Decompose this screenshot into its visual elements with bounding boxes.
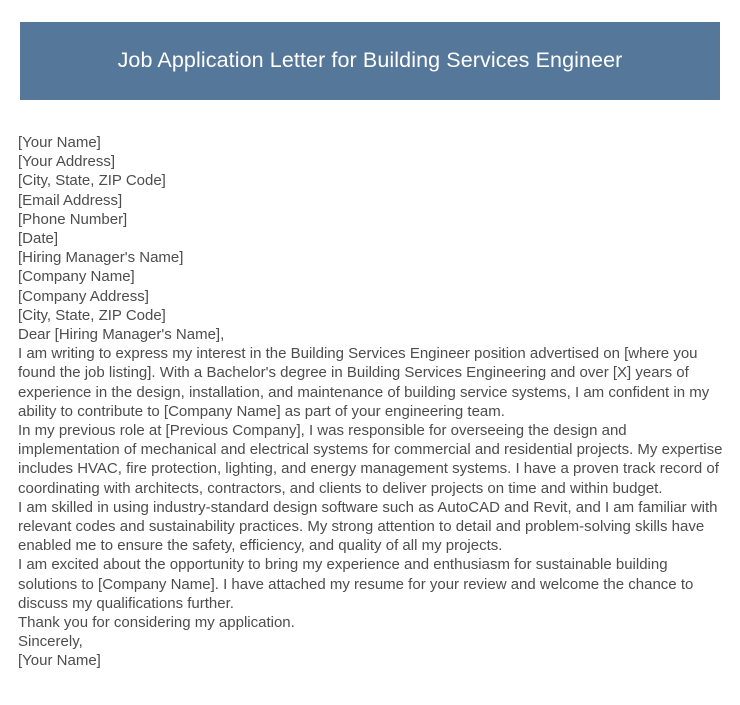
letter-line-paragraph-closing: I am excited about the opportunity to bring my experience and enthusiasm for sustainable building solutions to [Company Name]. I have attached my resume for your review and welcome the chance to discuss my qualifications further.	[18, 556, 694, 612]
letter-line-thank-you: Thank you for considering my application.	[18, 614, 295, 632]
letter-line-sender-name: [Your Name]	[18, 134, 101, 151]
letter-line-signoff: Sincerely,	[18, 633, 83, 651]
page-title: Job Application Letter for Building Services Engineer	[117, 48, 623, 73]
letter-body	[18, 133, 724, 671]
letter-line-sender-phone: [Phone Number]	[18, 210, 128, 228]
letter-line-sender-email: [Email Address]	[18, 191, 123, 209]
letter-line-paragraph-experience: In my previous role at [Previous Company], I was responsible for overseeing the design and implementation of mechanical and electrical systems for commercial and residential projects. My expertise includes HVAC, fire protection, lighting, and energy management systems. I have a proven track record of coordinating with architects, contractors, and clients to deliver projects on time and within budget.	[18, 422, 723, 497]
letter-line-paragraph-intro: I am writing to express my interest in the Building Services Engineer position advertised on [where you found the job listing]. With a Bachelor's degree in Building Services Engineering and over [X] years of experience in the design, installation, and maintenance of building service systems, I am confident in my ability to contribute to [Company Name] as part of your engineering team.	[18, 345, 710, 420]
letter-line-sender-address: [Your Address]	[18, 153, 116, 171]
letter-line-salutation: Dear [Hiring Manager's Name],	[18, 326, 225, 344]
letter-line-recipient-name: [Hiring Manager's Name]	[18, 249, 184, 267]
letter-line-paragraph-skills: I am skilled in using industry-standard design software such as AutoCAD and Revit, and I am familiar with relevant codes and sustainability practices. My strong attention to detail and problem-solving skills have enabled me to ensure the safety, efficiency, and quality of all my projects.	[18, 498, 718, 555]
letter-line-recipient-company: [Company Name]	[18, 268, 135, 286]
letter-line-recipient-city-state-zip: [City, State, ZIP Code]	[18, 306, 166, 324]
letter-line-sender-city-state-zip: [City, State, ZIP Code]	[18, 172, 166, 190]
letter-line-recipient-address: [Company Address]	[18, 287, 149, 305]
letter-header-banner	[20, 22, 720, 100]
letter-line-date: [Date]	[18, 230, 59, 248]
letter-line-signature-name: [Your Name]	[18, 652, 101, 670]
